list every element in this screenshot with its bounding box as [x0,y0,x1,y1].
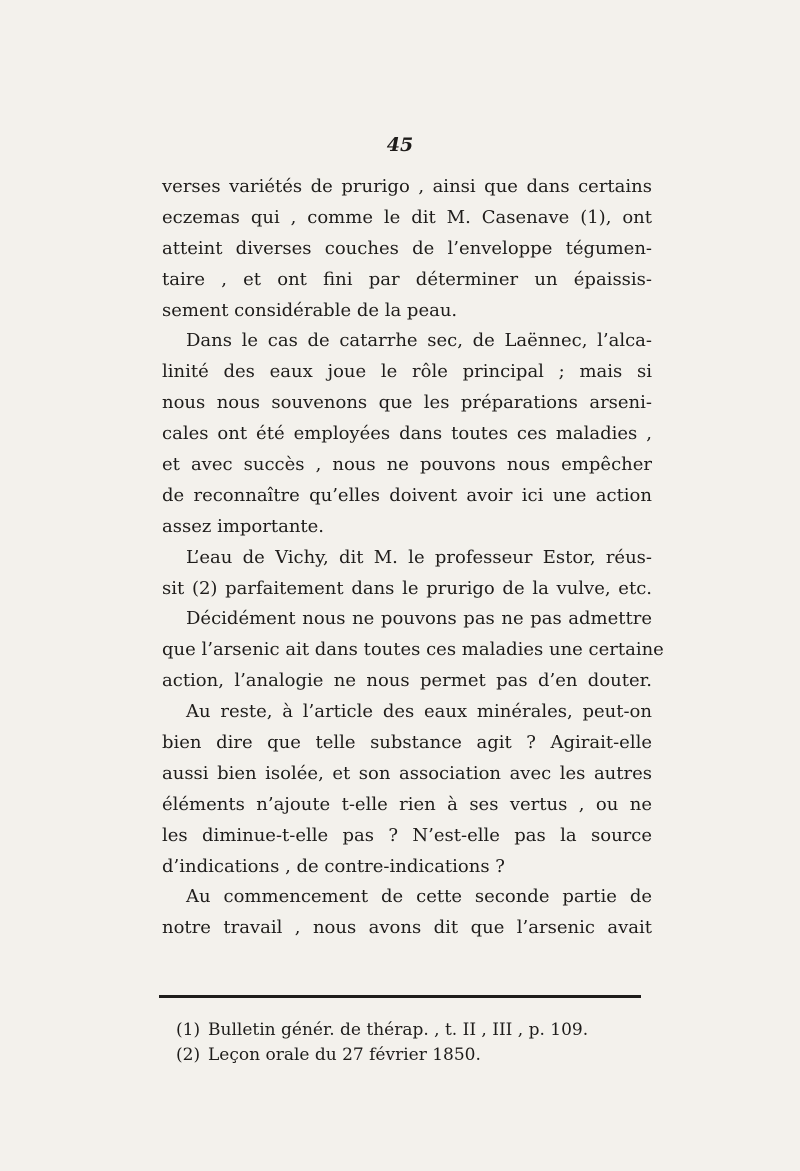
text-line: et avec succès , nous ne pouvons nous empêcher [162,454,652,476]
text-line: nous nous souvenons que les préparations arseni- [162,392,652,414]
text-line: L’eau de Vichy, dit M. le professeur Estor, réus- [186,546,652,568]
footnote-mark: (1) [176,1020,201,1040]
text-line: taire , et ont fini par déterminer un épaissis- [162,268,652,290]
text-line: sement considérable de la peau. [162,299,458,321]
text-line: que l’arsenic ait dans toutes ces maladies une certaine [162,639,664,661]
text-line: atteint diverses couches de l’enveloppe tégumen- [162,237,652,259]
footnote-separator [159,995,641,998]
text-line: les diminue-t-elle pas ? N’est-elle pas la source [162,824,652,846]
text-line: eczemas qui , comme le dit M. Casenave (1), ont [162,206,652,228]
text-line: d’indications , de contre-indications ? [162,855,505,877]
text-line: de reconnaître qu’elles doivent avoir ici une action [162,484,652,506]
text-line: action, l’analogie ne nous permet pas d’en douter. [162,670,652,692]
text-line: assez importante. [162,515,325,537]
page-number: 45 [386,134,414,156]
footnote [176,1043,646,1068]
text-line: notre travail , nous avons dit que l’arsenic avait [162,917,652,939]
footnote-text: Leçon orale du 27 février 1850. [208,1045,481,1065]
text-line: Dans le cas de catarrhe sec, de Laënnec, l’alca- [186,330,652,352]
footnotes [176,1018,646,1068]
text-line: linité des eaux joue le rôle principal ; mais si [162,361,652,383]
text-line: verses variétés de prurigo , ainsi que dans certains [162,176,652,197]
text-line: Au commencement de cette seconde partie de [186,886,652,908]
text-line: cales ont été employées dans toutes ces maladies , [162,423,652,445]
text-line: Au reste, à l’article des eaux minérales, peut-on [186,701,652,723]
body-text [162,172,664,944]
footnote-mark: (2) [176,1045,201,1065]
text-line: bien dire que telle substance agit ? Agirait-elle [162,732,652,754]
footnote-text: Bulletin génér. de thérap. , t. II , III , p. 109. [208,1020,589,1040]
footnote [176,1018,646,1043]
text-line: éléments n’ajoute t-elle rien à ses vertus , ou ne [162,793,652,815]
text-line: sit (2) parfaitement dans le prurigo de la vulve, etc. [162,577,652,599]
text-line: aussi bien isolée, et son association avec les autres [162,762,652,784]
text-line: Décidément nous ne pouvons pas ne pas admettre [186,608,652,630]
